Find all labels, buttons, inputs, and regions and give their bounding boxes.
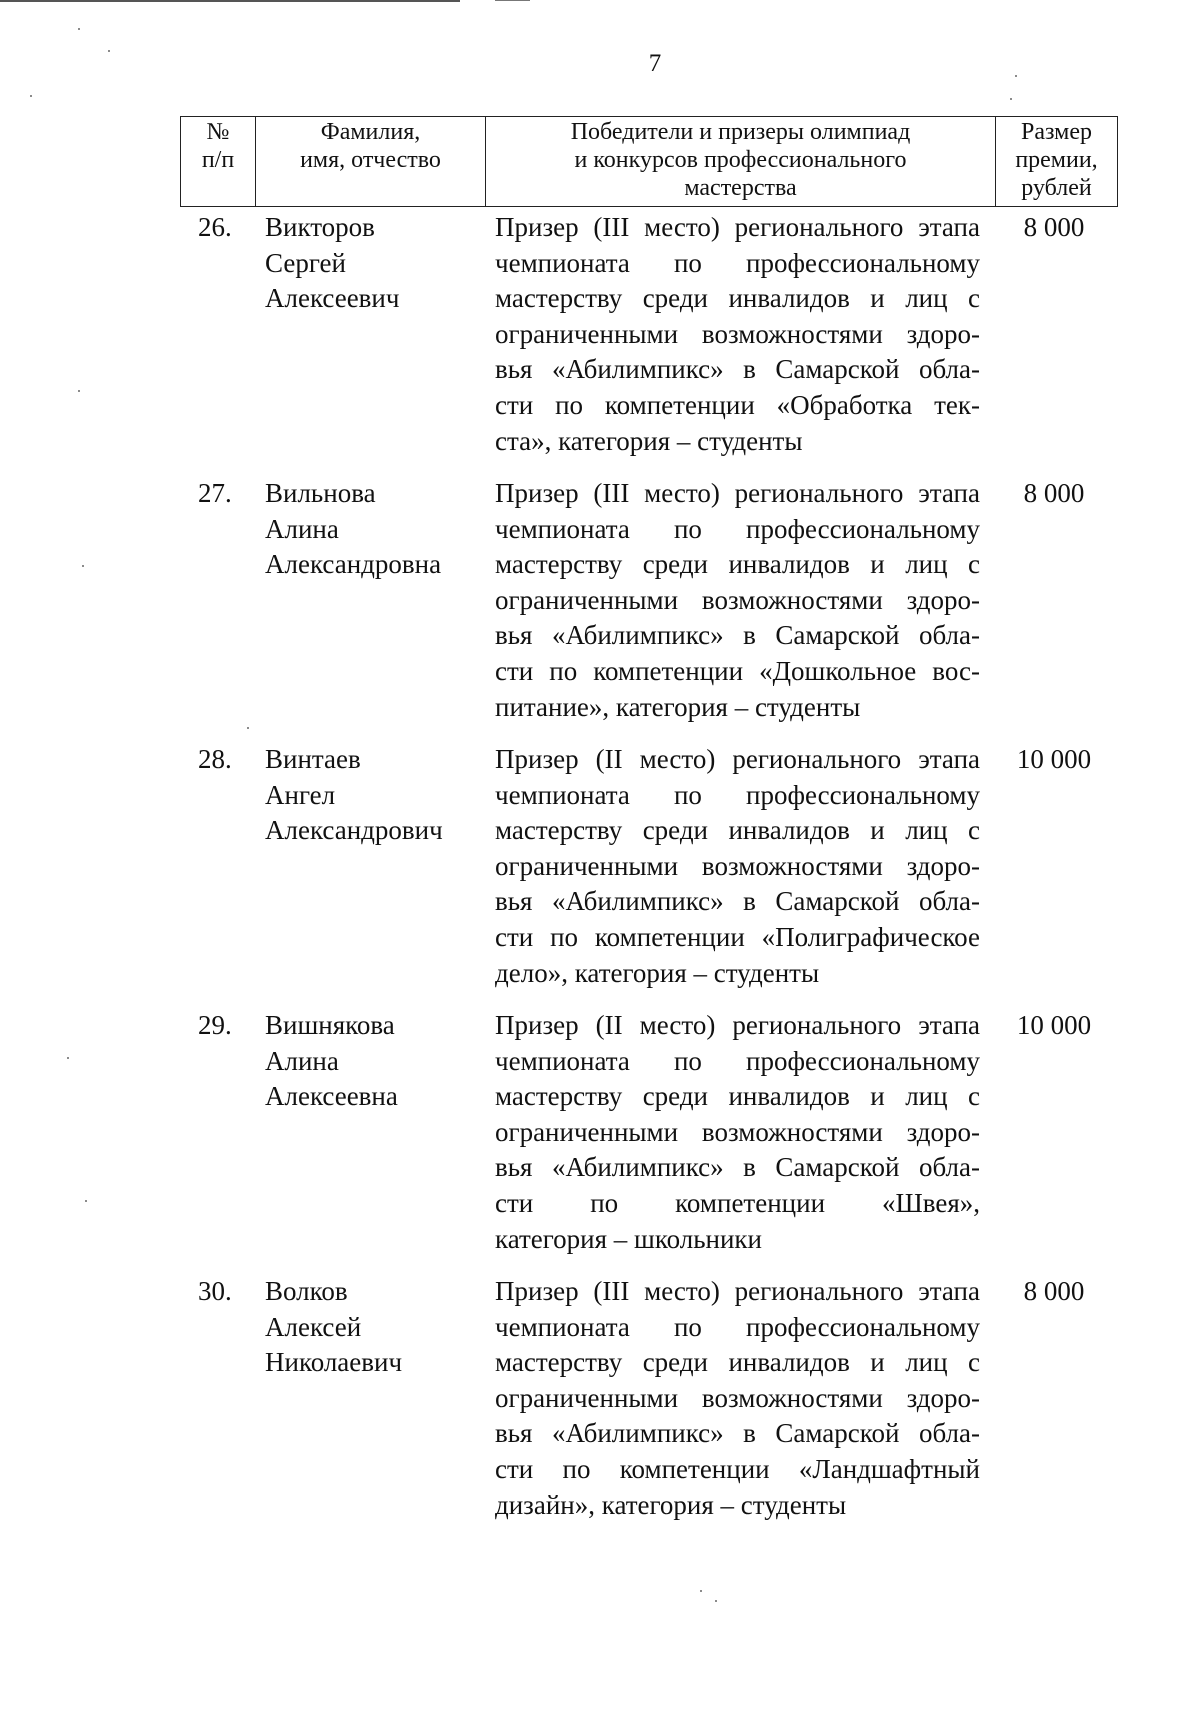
header-achievement-cell [486, 117, 996, 207]
header-achievement-line: и конкурсов профессионального [574, 147, 907, 173]
description-line: Призер (II место) регионального этапа [495, 744, 980, 774]
header-num-line: № [206, 119, 230, 145]
description-line: мастерству среди инвалидов и лиц с [495, 283, 980, 314]
first-name: Алина [265, 1045, 339, 1076]
header-name-cell [256, 117, 486, 207]
patronymic: Александрович [265, 815, 443, 846]
description-line: вья «Абилимпикс» в Самарской обла- [495, 354, 980, 385]
description-line: ограниченными возможностями здоро- [495, 318, 980, 349]
recipient-name [265, 476, 465, 583]
row-number: 26. [198, 212, 232, 242]
description-line: ограниченными возможностями здоро- [495, 1116, 980, 1147]
achievement-description [495, 476, 980, 725]
header-amount-line: Размер [1021, 119, 1092, 145]
row-number: 28. [198, 744, 232, 774]
header-amount-line: премии, [1015, 147, 1098, 173]
scan-speck [1010, 98, 1012, 100]
scan-speck [82, 565, 84, 567]
description-line: сти по компетенции «Швея», [495, 1187, 980, 1218]
header-name-line: имя, отчество [300, 147, 441, 173]
patronymic: Николаевич [265, 1347, 403, 1378]
surname: Вильнова [265, 478, 376, 508]
recipient-name [265, 1274, 465, 1381]
patronymic: Алексеевна [265, 1081, 398, 1112]
scan-speck [67, 1057, 69, 1059]
surname: Вишнякова [265, 1010, 395, 1040]
scan-speck [85, 1200, 87, 1202]
description-line: вья «Абилимпикс» в Самарской обла- [495, 1152, 980, 1183]
description-line: Призер (III место) регионального этапа [495, 478, 980, 508]
scan-speck [700, 1590, 702, 1592]
patronymic: Александровна [265, 549, 442, 580]
achievement-description [495, 210, 980, 459]
scan-speck [30, 95, 32, 97]
description-line: мастерству среди инвалидов и лиц с [495, 815, 980, 846]
description-line: чемпионата по профессиональному [495, 247, 980, 278]
patronymic: Алексеевич [265, 283, 400, 314]
description-line: вья «Абилимпикс» в Самарской обла- [495, 1418, 980, 1449]
description-line: чемпионата по профессиональному [495, 513, 980, 544]
description-line: чемпионата по профессиональному [495, 1311, 980, 1342]
recipient-name [265, 1008, 465, 1115]
description-line: Призер (III место) регионального этапа [495, 212, 980, 242]
description-line: сти по компетенции «Обработка тек- [495, 389, 980, 420]
description-line: мастерству среди инвалидов и лиц с [495, 549, 980, 580]
description-line: дизайн», категория – студенты [495, 1489, 847, 1520]
surname: Волков [265, 1276, 348, 1306]
description-line: дело», категория – студенты [495, 957, 820, 988]
scan-speck [247, 727, 249, 729]
achievement-description [495, 742, 980, 991]
description-line: ограниченными возможностями здоро- [495, 584, 980, 615]
page-number: 7 [648, 50, 662, 77]
header-num-line: п/п [201, 147, 235, 173]
scan-speck [715, 1600, 717, 1602]
description-line: мастерству среди инвалидов и лиц с [495, 1347, 980, 1378]
award-amount: 10 000 [1016, 744, 1092, 774]
description-line: мастерству среди инвалидов и лиц с [495, 1081, 980, 1112]
description-line: вья «Абилимпикс» в Самарской обла- [495, 620, 980, 651]
row-number: 29. [198, 1010, 232, 1040]
header-achievement-line: мастерства [684, 175, 797, 201]
scan-speck [78, 390, 80, 392]
award-amount: 8 000 [1023, 212, 1085, 242]
first-name: Ангел [265, 779, 336, 810]
description-line: категория – школьники [495, 1223, 762, 1254]
row-number: 30. [198, 1276, 232, 1306]
achievement-description [495, 1274, 980, 1523]
description-line: чемпионата по профессиональному [495, 779, 980, 810]
award-amount: 8 000 [1023, 1276, 1085, 1306]
first-name: Алина [265, 513, 339, 544]
description-line: ограниченными возможностями здоро- [495, 1382, 980, 1413]
first-name: Алексей [265, 1311, 362, 1342]
surname: Винтаев [265, 744, 361, 774]
description-line: сти по компетенции «Ландшафтный [495, 1453, 980, 1484]
table-header [180, 116, 1118, 207]
description-line: чемпионата по профессиональному [495, 1045, 980, 1076]
header-amount-cell [996, 117, 1118, 207]
header-amount-line: рублей [1021, 175, 1092, 201]
award-amount: 10 000 [1016, 1010, 1092, 1040]
scan-speck [78, 28, 80, 30]
description-line: Призер (III место) регионального этапа [495, 1276, 980, 1306]
description-line: Призер (II место) регионального этапа [495, 1010, 980, 1040]
header-num-cell [181, 117, 256, 207]
description-line: ограниченными возможностями здоро- [495, 850, 980, 881]
surname: Викторов [265, 212, 375, 242]
recipient-name [265, 742, 465, 849]
recipient-name [265, 210, 465, 317]
award-amount: 8 000 [1023, 478, 1085, 508]
scan-top-rule [0, 0, 460, 2]
description-line: питание», категория – студенты [495, 691, 861, 722]
description-line: сти по компетенции «Дошкольное вос- [495, 655, 980, 686]
description-line: сти по компетенции «Полиграфическое [495, 921, 980, 952]
description-line: вья «Абилимпикс» в Самарской обла- [495, 886, 980, 917]
row-number: 27. [198, 478, 232, 508]
header-name-line: Фамилия, [320, 119, 421, 145]
description-line: ста», категория – студенты [495, 425, 803, 456]
header-achievement-line: Победители и призеры олимпиад [570, 119, 911, 145]
first-name: Сергей [265, 247, 346, 278]
scan-top-rule-fragment [495, 0, 530, 1]
achievement-description [495, 1008, 980, 1257]
